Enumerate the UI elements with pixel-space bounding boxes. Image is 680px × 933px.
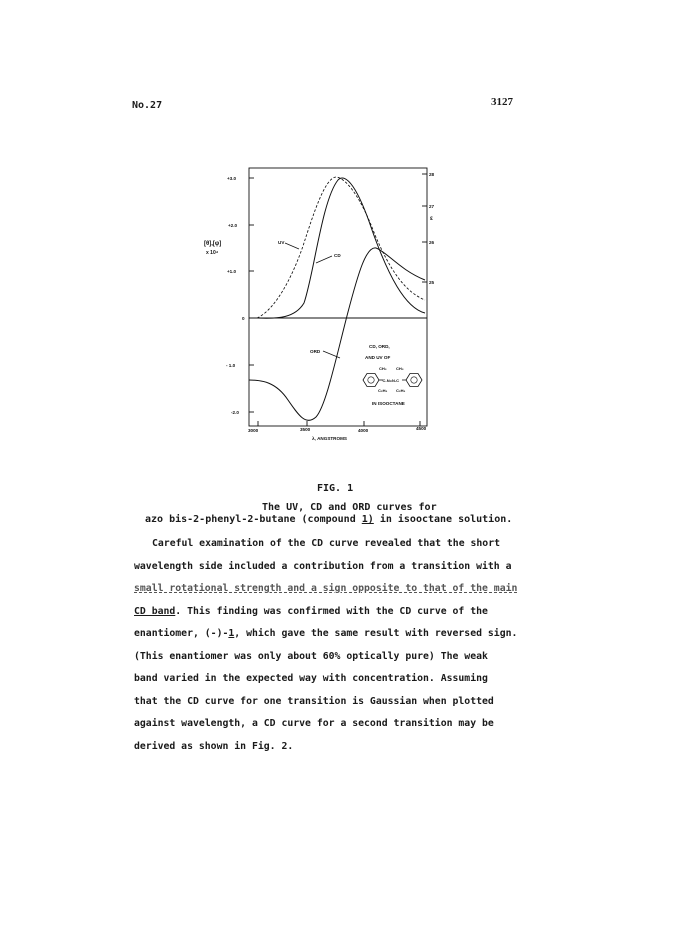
legend-line: CD, ORD, xyxy=(369,344,390,349)
text-segment: enantiomer, (-)- xyxy=(134,628,229,639)
right-tick-label: 27 xyxy=(429,204,435,209)
left-axis-title: [θ],[φ] xyxy=(204,241,222,247)
ch3-label: CH₃ xyxy=(379,366,387,371)
text-segment: , which gave the same result with reversed sign. xyxy=(234,628,518,639)
text-line xyxy=(134,623,564,646)
right-tick-label: 26 xyxy=(429,240,435,245)
underlined-text: CD band xyxy=(134,605,176,617)
cd-curve xyxy=(257,178,425,318)
right-axis-epsilon: ε xyxy=(430,216,433,222)
bottom-tick-label: 4000 xyxy=(358,428,369,433)
left-tick-label: +1.0 xyxy=(227,269,237,274)
bottom-tick-label: 4500 xyxy=(416,426,427,431)
text-line: small rotational strength and a sign opposite to that of the main xyxy=(134,583,518,594)
left-tick-label: -2.0 xyxy=(231,410,239,415)
ord-label: ORD xyxy=(310,349,321,354)
page-number: 3127 xyxy=(491,96,513,108)
text-line: wavelength side included a contribution from a transition with a xyxy=(134,560,512,572)
c2h5-label: C₂H₅ xyxy=(378,388,388,393)
journal-issue: No.27 xyxy=(132,100,163,111)
uv-label: UV xyxy=(278,240,285,245)
figure-caption-line xyxy=(145,514,512,525)
text-line xyxy=(134,601,564,624)
cd-label: CD xyxy=(334,253,341,258)
body-paragraph xyxy=(134,533,564,758)
uv-curve xyxy=(257,177,425,318)
figure-caption-line: The UV, CD and ORD curves for xyxy=(262,502,437,513)
phenyl-ring-icon xyxy=(363,374,379,387)
left-tick-label: +3.0 xyxy=(227,176,237,181)
left-tick-label: - 1.0 xyxy=(226,363,236,368)
right-axis-ticks xyxy=(422,174,427,282)
figure-label: FIG. 1 xyxy=(317,483,354,494)
left-tick-label: +2.0 xyxy=(228,223,238,228)
phenyl-ring-icon xyxy=(406,374,422,387)
text-line: derived as shown in Fig. 2. xyxy=(134,740,294,752)
x-axis-label: λ, ANGSTROMS xyxy=(312,436,347,441)
bottom-tick-label: 3500 xyxy=(300,427,311,432)
compound-number: 1) xyxy=(361,514,374,525)
text-segment: . This finding was confirmed with the CD curve of the xyxy=(175,605,488,617)
caption-text: azo bis-2-phenyl-2-butane (compound xyxy=(145,514,362,525)
legend-line: IN ISOOCTANE xyxy=(372,401,405,406)
text-line: Careful examination of the CD curve revealed that the short xyxy=(152,538,500,549)
bottom-tick-label: 3000 xyxy=(248,428,259,433)
text-line: band varied in the expected way with concentration. Assuming xyxy=(134,673,488,684)
right-tick-label: 25 xyxy=(429,280,435,285)
text-line: against wavelength, a CD curve for a second transition may be xyxy=(134,718,494,729)
left-axis-scale: x 10⁴ xyxy=(206,250,219,256)
right-tick-label: 28 xyxy=(429,172,435,177)
left-axis-ticks xyxy=(249,178,254,412)
left-tick-label: 0 xyxy=(242,316,245,321)
figure-1 xyxy=(200,160,450,450)
c2h5-label: C₂H₅ xyxy=(396,388,406,393)
compound-number: 1 xyxy=(228,628,235,639)
text-line: (This enantiomer was only about 60% optically pure) The weak xyxy=(134,650,488,662)
caption-text: in isooctane solution. xyxy=(373,514,513,525)
legend-line: AND UV OF xyxy=(365,355,391,360)
figure-plot xyxy=(200,160,450,450)
ch3-label: CH₃ xyxy=(396,366,404,371)
azo-label: C-N=N-C xyxy=(382,378,400,383)
text-line: that the CD curve for one transition is Gaussian when plotted xyxy=(134,695,494,707)
bottom-axis-ticks xyxy=(258,421,420,426)
ord-curve xyxy=(249,248,425,420)
